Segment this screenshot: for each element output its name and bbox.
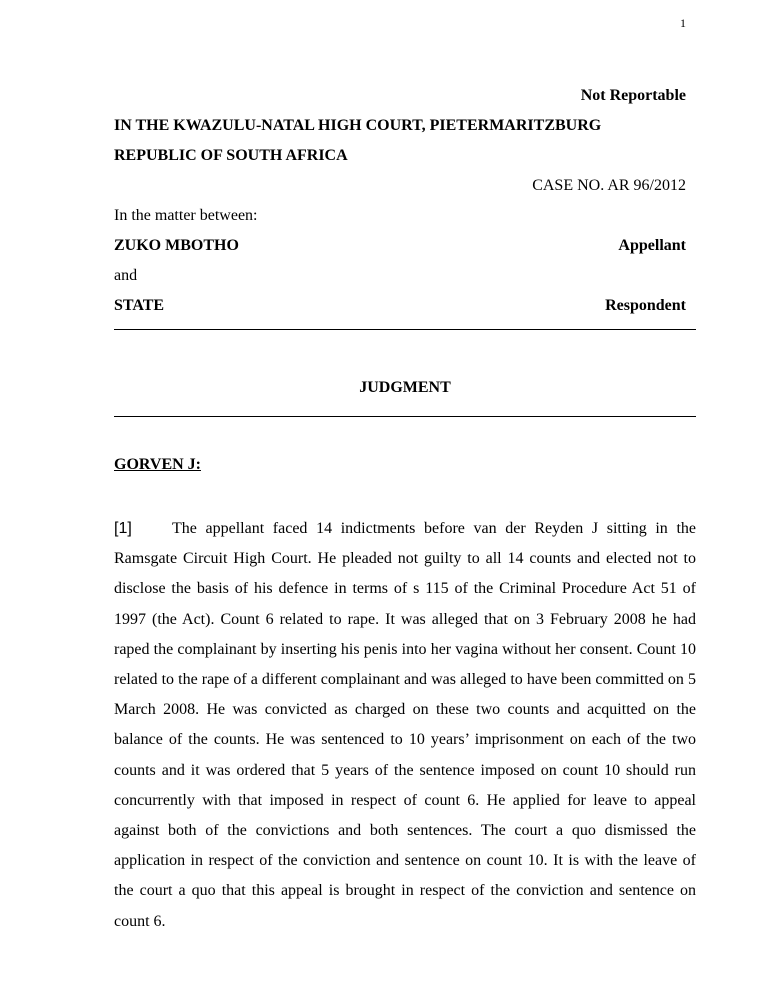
appellant-name: ZUKO MBOTHO <box>114 237 239 254</box>
document-type-heading: JUDGMENT <box>359 379 451 396</box>
judge-name: GORVEN J: <box>114 456 201 473</box>
respondent-name: STATE <box>114 297 165 314</box>
appellant-role: Appellant <box>618 237 686 254</box>
case-number: CASE NO. AR 96/2012 <box>532 177 686 194</box>
reportability-label: Not Reportable <box>580 87 686 104</box>
court-name: IN THE KWAZULU-NATAL HIGH COURT, PIETERMARITZBURG <box>114 117 602 134</box>
respondent-role: Respondent <box>605 297 686 314</box>
paragraph-text: The appellant faced 14 indictments before van der Reyden J sitting in the Ramsgate Circuit High Court. He pleaded not guilty to all 14 counts and elected not to disclose the basis of his defence in terms of s 115 of the Criminal Procedure Act 51 of 1997 (the Act). Count 6 related to rape. It was alleged that on 3 February 2008 he had raped the complainant by inserting his penis into her vagina without her consent. Count 10 related to the rape of a different complainant and was alleged to have been committed on 5 March 2008. He was convicted as charged on these two counts and acquitted on the balance of the counts. He was sentenced to 10 years’ imprisonment on each of the two counts and it was ordered that 5 years of the sentence imposed on count 10 should run concurrently with that imposed in respect of count 6. He applied for leave to appeal against both of the convictions and both sentences. The court a quo dismissed the application in respect of the conviction and sentence on count 10. It is with the leave of the court a quo that this appeal is brought in respect of the conviction and sentence on count 6. <box>114 520 696 930</box>
conjunction: and <box>114 267 138 284</box>
divider-top <box>114 329 696 330</box>
divider-bottom <box>114 416 696 417</box>
matter-intro: In the matter between: <box>114 207 258 224</box>
paragraph-1 <box>114 514 696 937</box>
paragraph-number: [1] <box>114 520 132 537</box>
country-name: REPUBLIC OF SOUTH AFRICA <box>114 147 348 164</box>
page-number: 1 <box>680 16 686 30</box>
